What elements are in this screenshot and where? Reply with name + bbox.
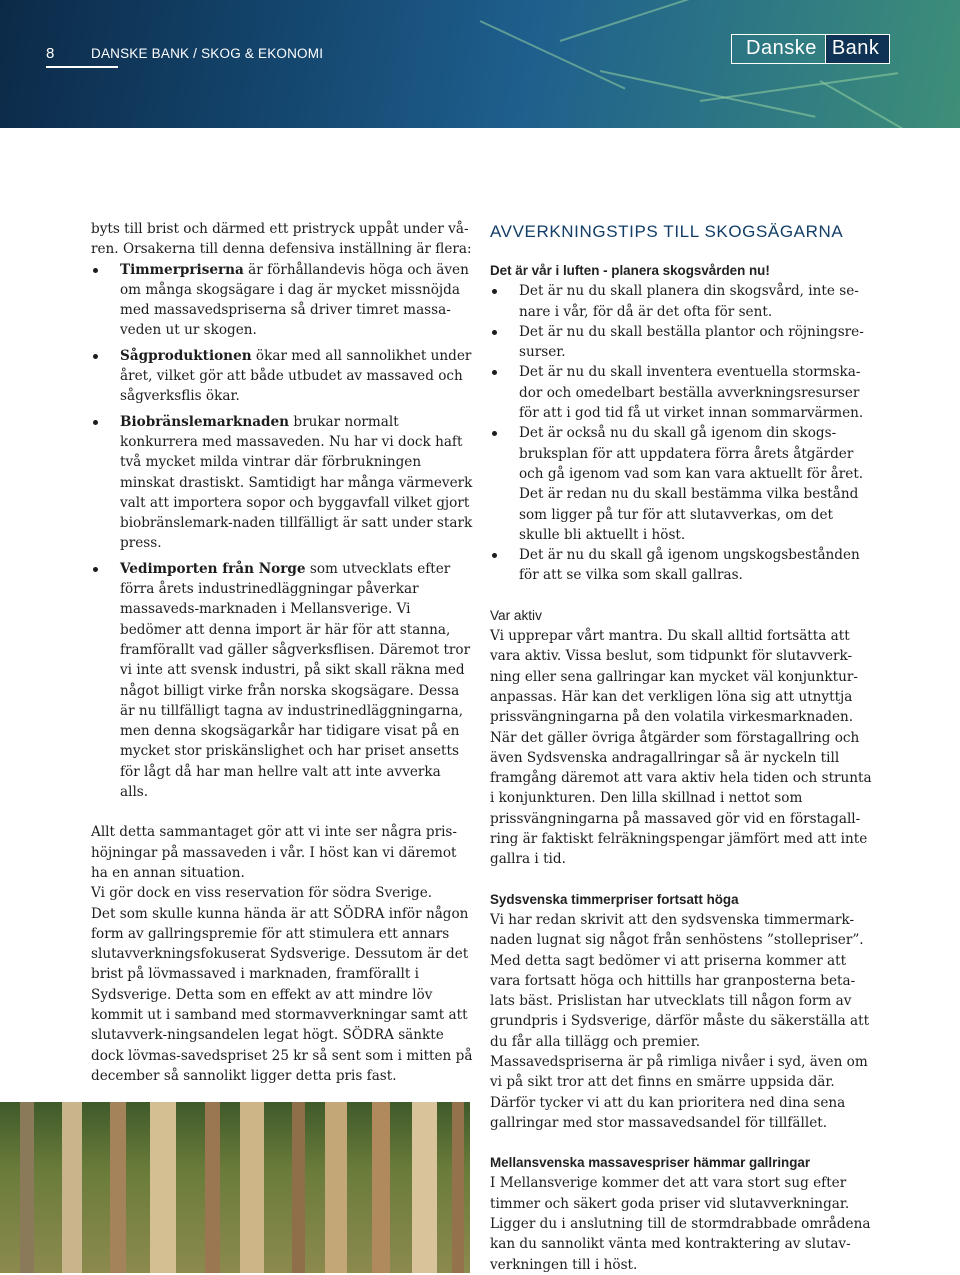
paragraph: Vi har redan skrivit att den sydsvenska timmermark-naden lugnat sig något från senhöstens ”stollepriser”. Med detta sagt bedömer vi att priserna kommer att vara fortsatt höga och hittills har granposterna beta-lats bäst. Prislistan har utvecklats till någon form av grundpris i Sydsverige, därför måste du säkerställa att du får alla tillägg och premier. [490,911,870,1050]
palm-frond-decoration [600,70,816,118]
danske-bank-logo [731,34,890,64]
spacer [91,802,473,822]
list-item-text: ökar med all sannolikhet under året, vilket gör att både utbudet av massaved och sågverksflis ökar. [120,347,472,405]
tree-trunk [292,1102,305,1273]
tree-trunk [372,1102,390,1273]
left-column [91,219,473,1086]
tree-trunk [325,1102,347,1273]
factor-list [91,260,473,803]
logo-text-danske: Danske [731,34,825,64]
paragraph: Allt detta sammantaget gör att vi inte ser några pris-höjningar på massaveden i vår. I höst kan vi däremot ha en annan situation. [91,824,457,881]
section-title: AVVERKNINGSTIPS TILL SKOGSÄGARNA [490,222,844,241]
intro-line-1: byts till brist och därmed ett pristryck uppåt under vå- [91,221,469,237]
subheading: Sydsvenska timmerpriser fortsatt höga [490,891,739,907]
right-column [490,219,872,1275]
tree-trunk [110,1102,126,1273]
page-number: 8 [46,45,55,62]
tree-trunk [205,1102,220,1273]
paragraph: I Mellansverige kommer det att vara stort sug efter timmer och säkert goda priser vid slutavverkningar. Ligger du i anslutning till de stormdrabbade områdena kan du sannolikt vänta med kontraktering av slutav-verkningen till i höst. [490,1175,871,1273]
paragraph: Vi gör dock en viss reservation för södra Sverige. [91,885,433,902]
tree-trunk [62,1102,82,1273]
tree-trunk [452,1102,464,1273]
header-banner [0,0,960,128]
list-item [91,412,473,554]
intro-line-2: ren. Orsakerna till denna defensiva inställning är flera: [91,241,472,258]
palm-frond-decoration [700,72,898,102]
list-item: Det är nu du skall beställa plantor och röjningsre-surser. [490,322,872,363]
subheading: Det är vår i luften - planera skogsvården nu! [490,263,770,278]
tips-list [490,281,872,585]
header-title: DANSKE BANK / SKOG & EKONOMI [91,46,324,61]
paragraph: Massavedspriserna är på rimliga nivåer i syd, även om vi på sikt tror att det finns en smärre uppsida där. Därför tycker vi att du kan prioritera ned dina sena gallringar med stor massavedsandel för tillfället. [490,1053,868,1131]
tree-trunk [20,1102,34,1273]
list-item-keyword: Biobränslemarknaden [120,413,290,430]
spacer [490,586,872,606]
paragraph: Vi upprepar vårt mantra. Du skall alltid fortsätta att vara aktiv. Vissa beslut, som tidpunkt för slutavverk-ning eller sena gallringar kan mycket väl konjunktur-anpassas. Här kan det verkligen löna sig att utnyttja prissvängningarna på den volatila virkesmarknaden. När det gäller övriga åtgärder som förstagallring och även Sydsvenska andragallringar så är nyckeln till framgång däremot att vara aktiv hela tiden och strunta i konjunkturen. Den lilla skillnad i nettot som prissvängningarna på massaved gör vid en förstagall-ring är faktiskt felräkningspengar jämfört med att inte gallra i tid. [490,628,872,868]
spacer [490,870,872,890]
list-item-text: som utvecklats efter förra årets industrinedläggningar påverkar massaveds-marknaden i Mellansverige. Vi bedömer att denna import är här för att stanna, framförallt vad gäller sågverksflisen. Däremot tror vi inte att svensk industri, på sikt skall räkna med något billigt virke från norska skogsägare. Dessa är nu tillfälligt tagna av industrinedläggningarna, men denna skogsägarkår har tidigare visat på en mycket stor priskänslighet och har priset ansetts för lågt då har man hellre valt att inte avverka alls. [120,560,471,801]
palm-frond-decoration [820,80,942,128]
palm-frond-decoration [560,0,732,42]
list-item: Det är nu du skall gå igenom ungskogsbestånden för att se vilka som skall gallras. [490,545,872,586]
list-item-keyword: Sågproduktionen [120,347,252,364]
tree-trunk [150,1102,176,1273]
forest-photo [0,1102,470,1273]
tree-trunk [240,1102,264,1273]
list-item: Det är också nu du skall gå igenom din skogs-bruksplan för att uppdatera förra årets åtgärder och gå igenom vad som kan vara aktuellt för året. Det är redan nu du skall bestämma vilka bestånd som ligger på tur för att slutavverkas, om det skulle bli aktuellt i höst. [490,423,872,545]
list-item: Det är nu du skall inventera eventuella stormska-dor och omedelbart beställa avverkningsresurser för att i god tid få ut virket innan sommarvärmen. [490,362,872,423]
header-underline [46,66,118,68]
list-item [91,260,473,341]
list-item-text: är förhållandevis höga och även om många skogsägare i dag är mycket missnöjda med massavedspriserna så driver timret massa-veden ut ur skogen. [120,261,469,339]
paragraph: Det som skulle kunna hända är att SÖDRA inför någon form av gallringspremie för att stimulera ett annars slutavverkningsfokuserat Sydsverige. Dessutom är det brist på lövmassaved i marknaden, framförallt i Sydsverige. Detta som en effekt av att mindre löv kommit ut i samband med stormavverkningar samt att slutavverk-ningsandelen legat högt. SÖDRA sänkte dock lövmas-savedspriset 25 kr så sent som i mitten på december så sannolikt ligger detta pris fast. [91,905,473,1084]
tree-trunk [412,1102,437,1273]
list-item-keyword: Timmerpriserna [120,261,244,278]
list-item: Det är nu du skall planera din skogsvård, inte se-nare i vår, för då är det ofta för sent. [490,281,872,322]
spacer [490,1133,872,1153]
subheading: Mellansvenska massavespriser hämmar gallringar [490,1155,811,1171]
list-item [91,346,473,407]
list-item [91,559,473,803]
list-item-text: brukar normalt konkurrera med massaveden. Nu har vi dock haft två mycket milda vintrar där förbrukningen minskat drastiskt. Samtidigt har många värmeverk valt att importera sopor och byggavfall vilket gjort biobränslemark-naden tillfälligt är satt under stark press. [120,413,473,552]
subheading: Var aktiv [490,607,542,623]
list-item-keyword: Vedimporten från Norge [120,560,306,577]
logo-text-bank: Bank [825,34,891,64]
palm-frond-decoration [480,20,626,89]
